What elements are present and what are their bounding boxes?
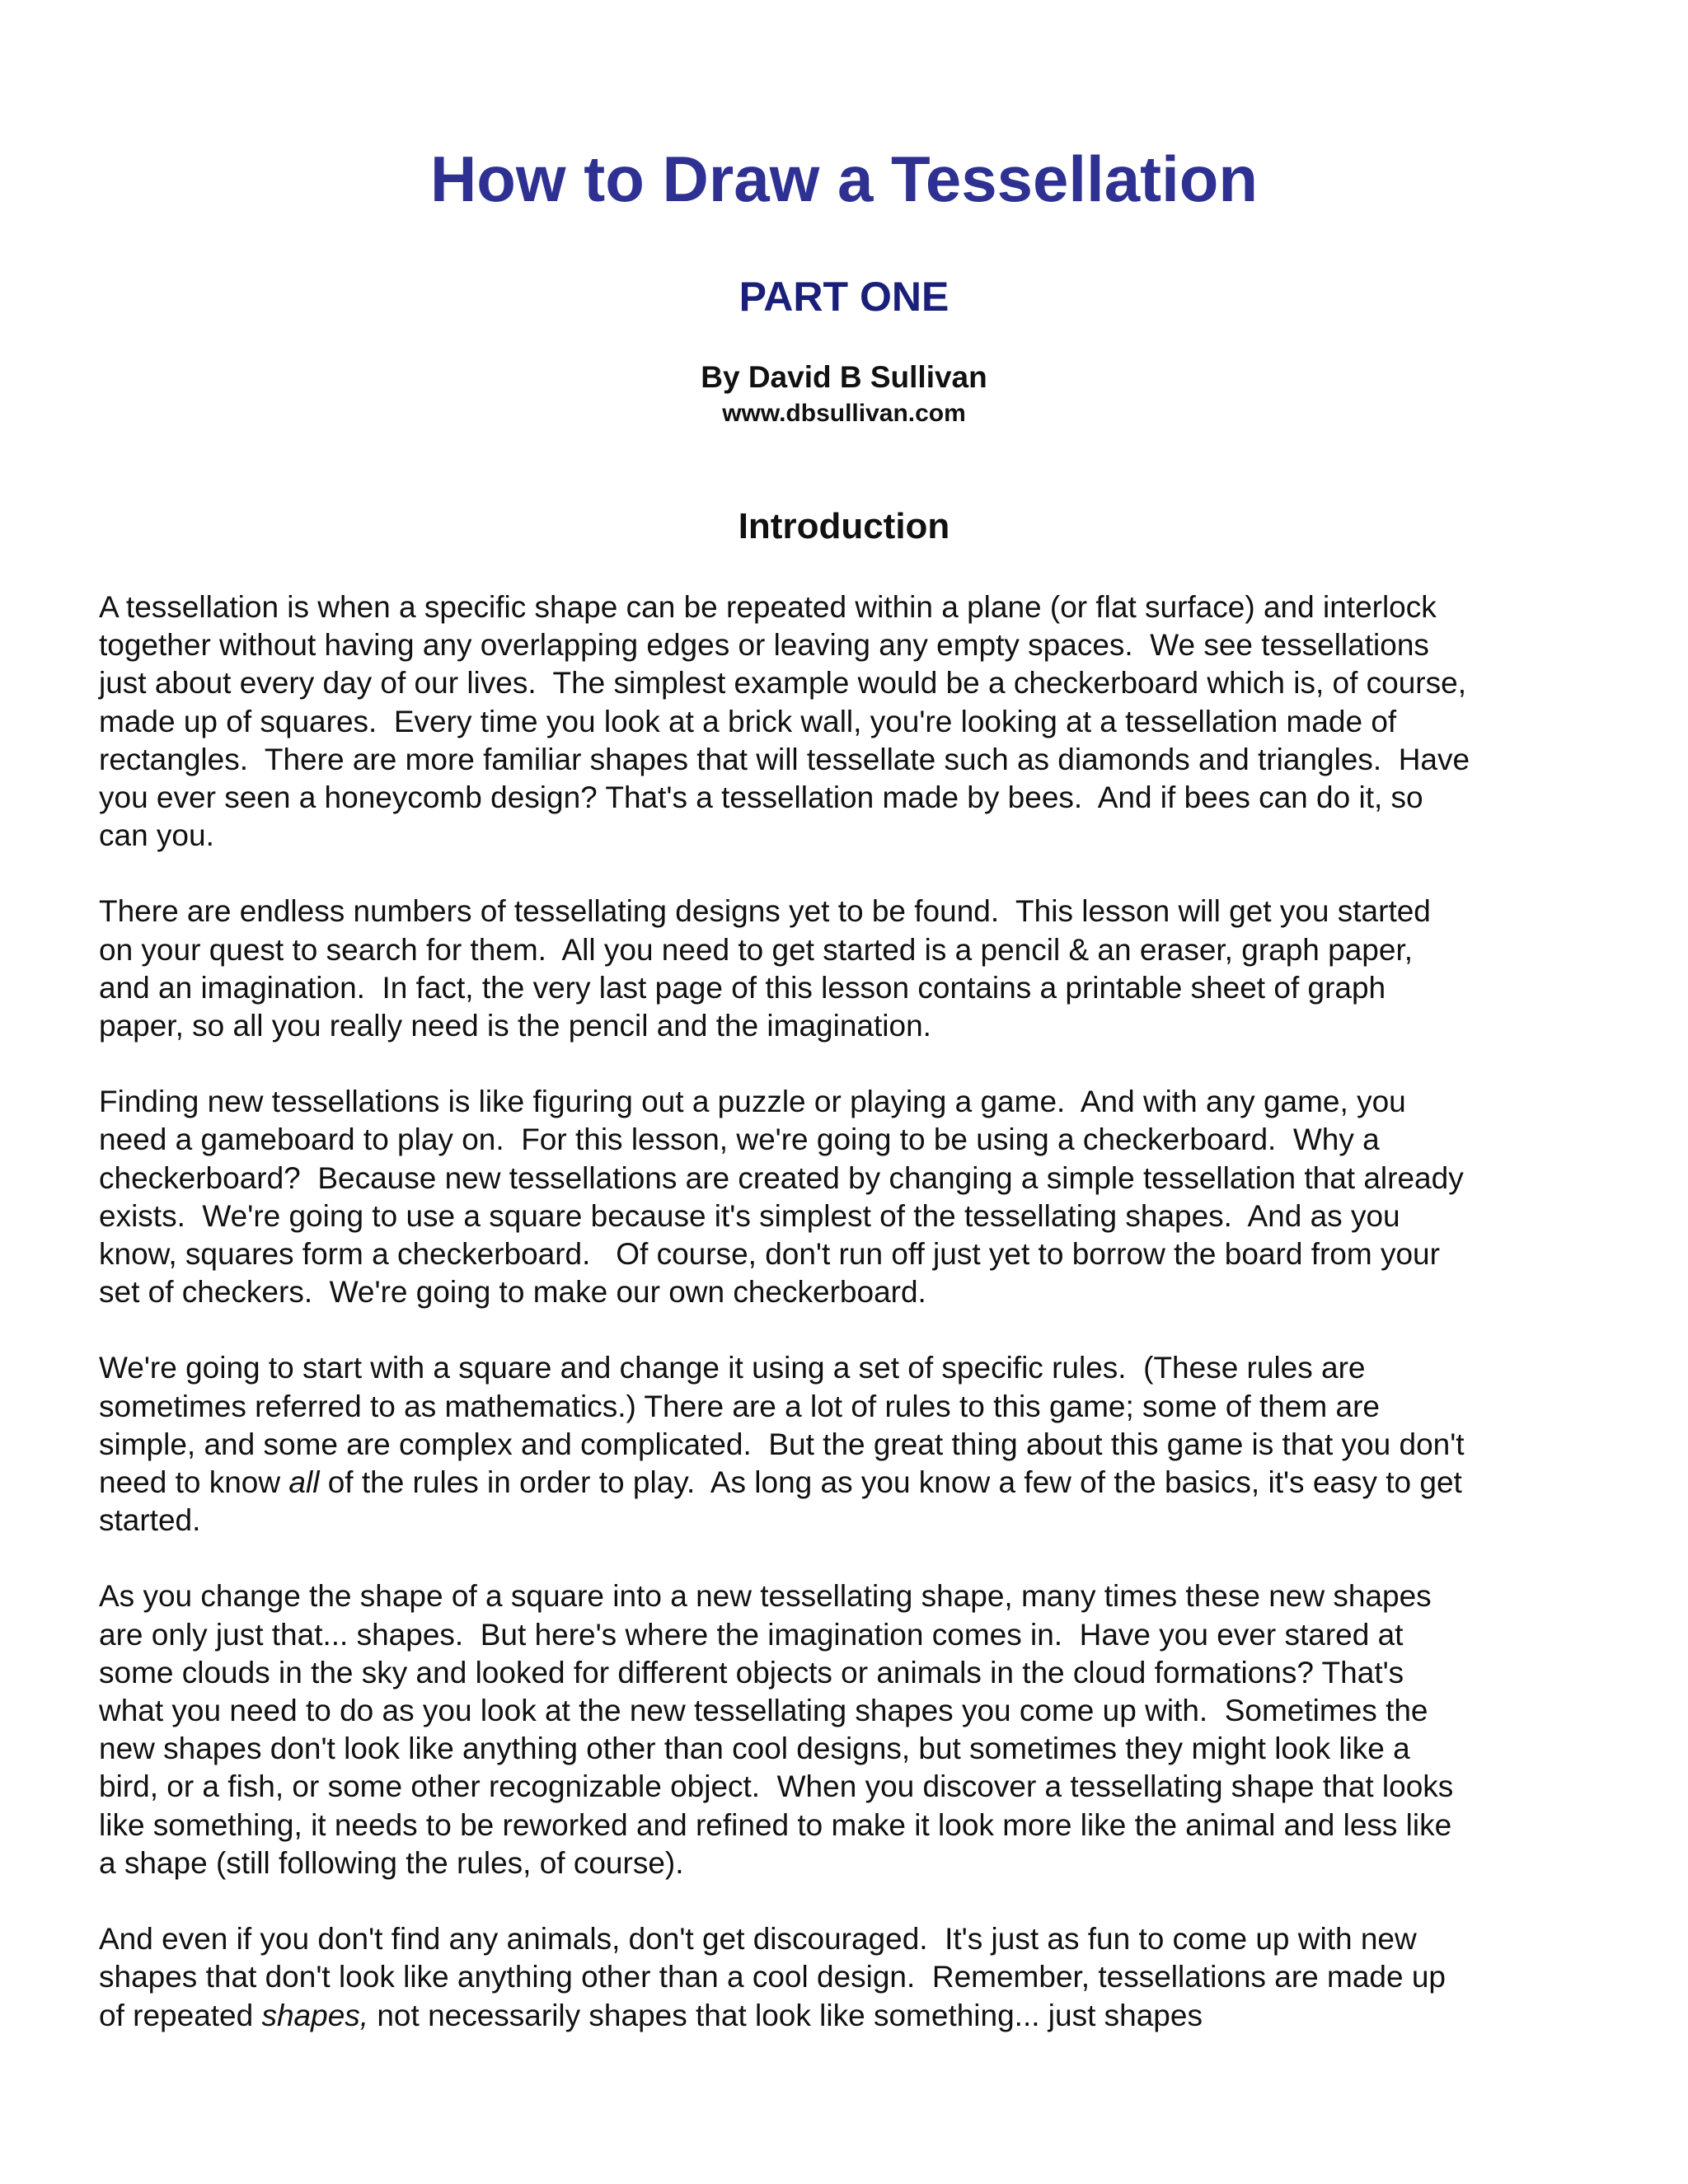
- text-line: And even if you don't find any animals, don't get discouraged. It's just as fun to come up with new: [99, 1922, 1417, 1957]
- text-line: We're going to start with a square and change it using a set of specific rules. (These rules are: [99, 1351, 1366, 1385]
- text-line: paper, so all you really need is the pencil and the imagination.: [99, 1009, 931, 1043]
- text-line: As you change the shape of a square into a new tessellating shape, many times these new shapes: [99, 1579, 1432, 1614]
- text-line: shapes that don't look like anything other than a cool design. Remember, tessellations are made up: [99, 1960, 1446, 1994]
- paragraph: [99, 588, 1607, 855]
- text-line: A tessellation is when a specific shape can be repeated within a plane (or flat surface) and interlock: [99, 590, 1437, 624]
- paragraph: [99, 1920, 1607, 2035]
- text-line: what you need to do as you look at the new tessellating shapes you come up with. Sometimes the: [99, 1694, 1428, 1728]
- section-heading-introduction: Introduction: [738, 506, 950, 546]
- part-subtitle: PART ONE: [738, 274, 950, 320]
- text-line: just about every day of our lives. The simplest example would be a checkerboard which is, of course,: [99, 666, 1466, 701]
- emphasis-shapes: shapes,: [261, 1998, 369, 2032]
- text-line: started.: [99, 1503, 201, 1538]
- paragraph: [99, 1349, 1607, 1540]
- text-line: and an imagination. In fact, the very last page of this lesson contains a printable sheet of graph: [99, 970, 1386, 1005]
- author-byline: By David B Sullivan: [701, 360, 987, 394]
- text-line: know, squares form a checkerboard. Of course, don't run off just yet to borrow the board from your: [99, 1237, 1440, 1272]
- text-line: checkerboard? Because new tessellations are created by changing a simple tessellation that already: [99, 1160, 1464, 1195]
- text-line: you ever seen a honeycomb design? That's a tessellation made by bees. And if bees can do it, so: [99, 780, 1423, 815]
- paragraph: [99, 893, 1607, 1045]
- text-line: There are endless numbers of tessellating designs yet to be found. This lesson will get you started: [99, 894, 1431, 929]
- paragraph: [99, 1577, 1607, 1882]
- text-line: can you.: [99, 818, 214, 853]
- document-body: [99, 588, 1607, 2073]
- text-line: sometimes referred to as mathematics.) There are a lot of rules to this game; some of them are: [99, 1389, 1380, 1423]
- text-line: set of checkers. We're going to make our own checkerboard.: [99, 1275, 926, 1310]
- text-line: Finding new tessellations is like figuring out a puzzle or playing a game. And with any game, you: [99, 1085, 1406, 1119]
- emphasis-all: all: [288, 1465, 320, 1500]
- text-line: simple, and some are complex and complicated. But the great thing about this game is that you don't: [99, 1427, 1465, 1461]
- text-line: new shapes don't look like anything other than cool designs, but sometimes they might look like a: [99, 1732, 1410, 1766]
- paragraph: [99, 1083, 1607, 1311]
- text-line: need a gameboard to play on. For this lesson, we're going to be using a checkerboard. Why a: [99, 1122, 1380, 1157]
- text-line: rectangles. There are more familiar shapes that will tessellate such as diamonds and triangles. Have: [99, 742, 1470, 776]
- text-line: some clouds in the sky and looked for different objects or animals in the cloud formations? That's: [99, 1655, 1404, 1690]
- text-line: of repeated shapes, not necessarily shapes that look like something... just shapes: [99, 1998, 1203, 2032]
- text-line: like something, it needs to be reworked and refined to make it look more like the animal and less like: [99, 1807, 1452, 1842]
- text-line: need to know all of the rules in order to play. As long as you know a few of the basics, it's easy to get: [99, 1465, 1462, 1500]
- text-line: together without having any overlapping edges or leaving any empty spaces. We see tessellations: [99, 628, 1429, 663]
- text-line: a shape (still following the rules, of course).: [99, 1845, 684, 1880]
- text-line: are only just that... shapes. But here's where the imagination comes in. Have you ever stared at: [99, 1617, 1404, 1652]
- document-title: How to Draw a Tessellation: [429, 143, 1259, 215]
- text-line: made up of squares. Every time you look at a brick wall, you're looking at a tessellation made of: [99, 704, 1397, 738]
- text-line: exists. We're going to use a square because it's simplest of the tessellating shapes. And as you: [99, 1198, 1400, 1233]
- author-website: www.dbsullivan.com: [722, 400, 966, 427]
- text-line: on your quest to search for them. All you need to get started is a pencil & an eraser, graph paper,: [99, 932, 1414, 967]
- text-line: bird, or a fish, or some other recognizable object. When you discover a tessellating shape that looks: [99, 1769, 1454, 1804]
